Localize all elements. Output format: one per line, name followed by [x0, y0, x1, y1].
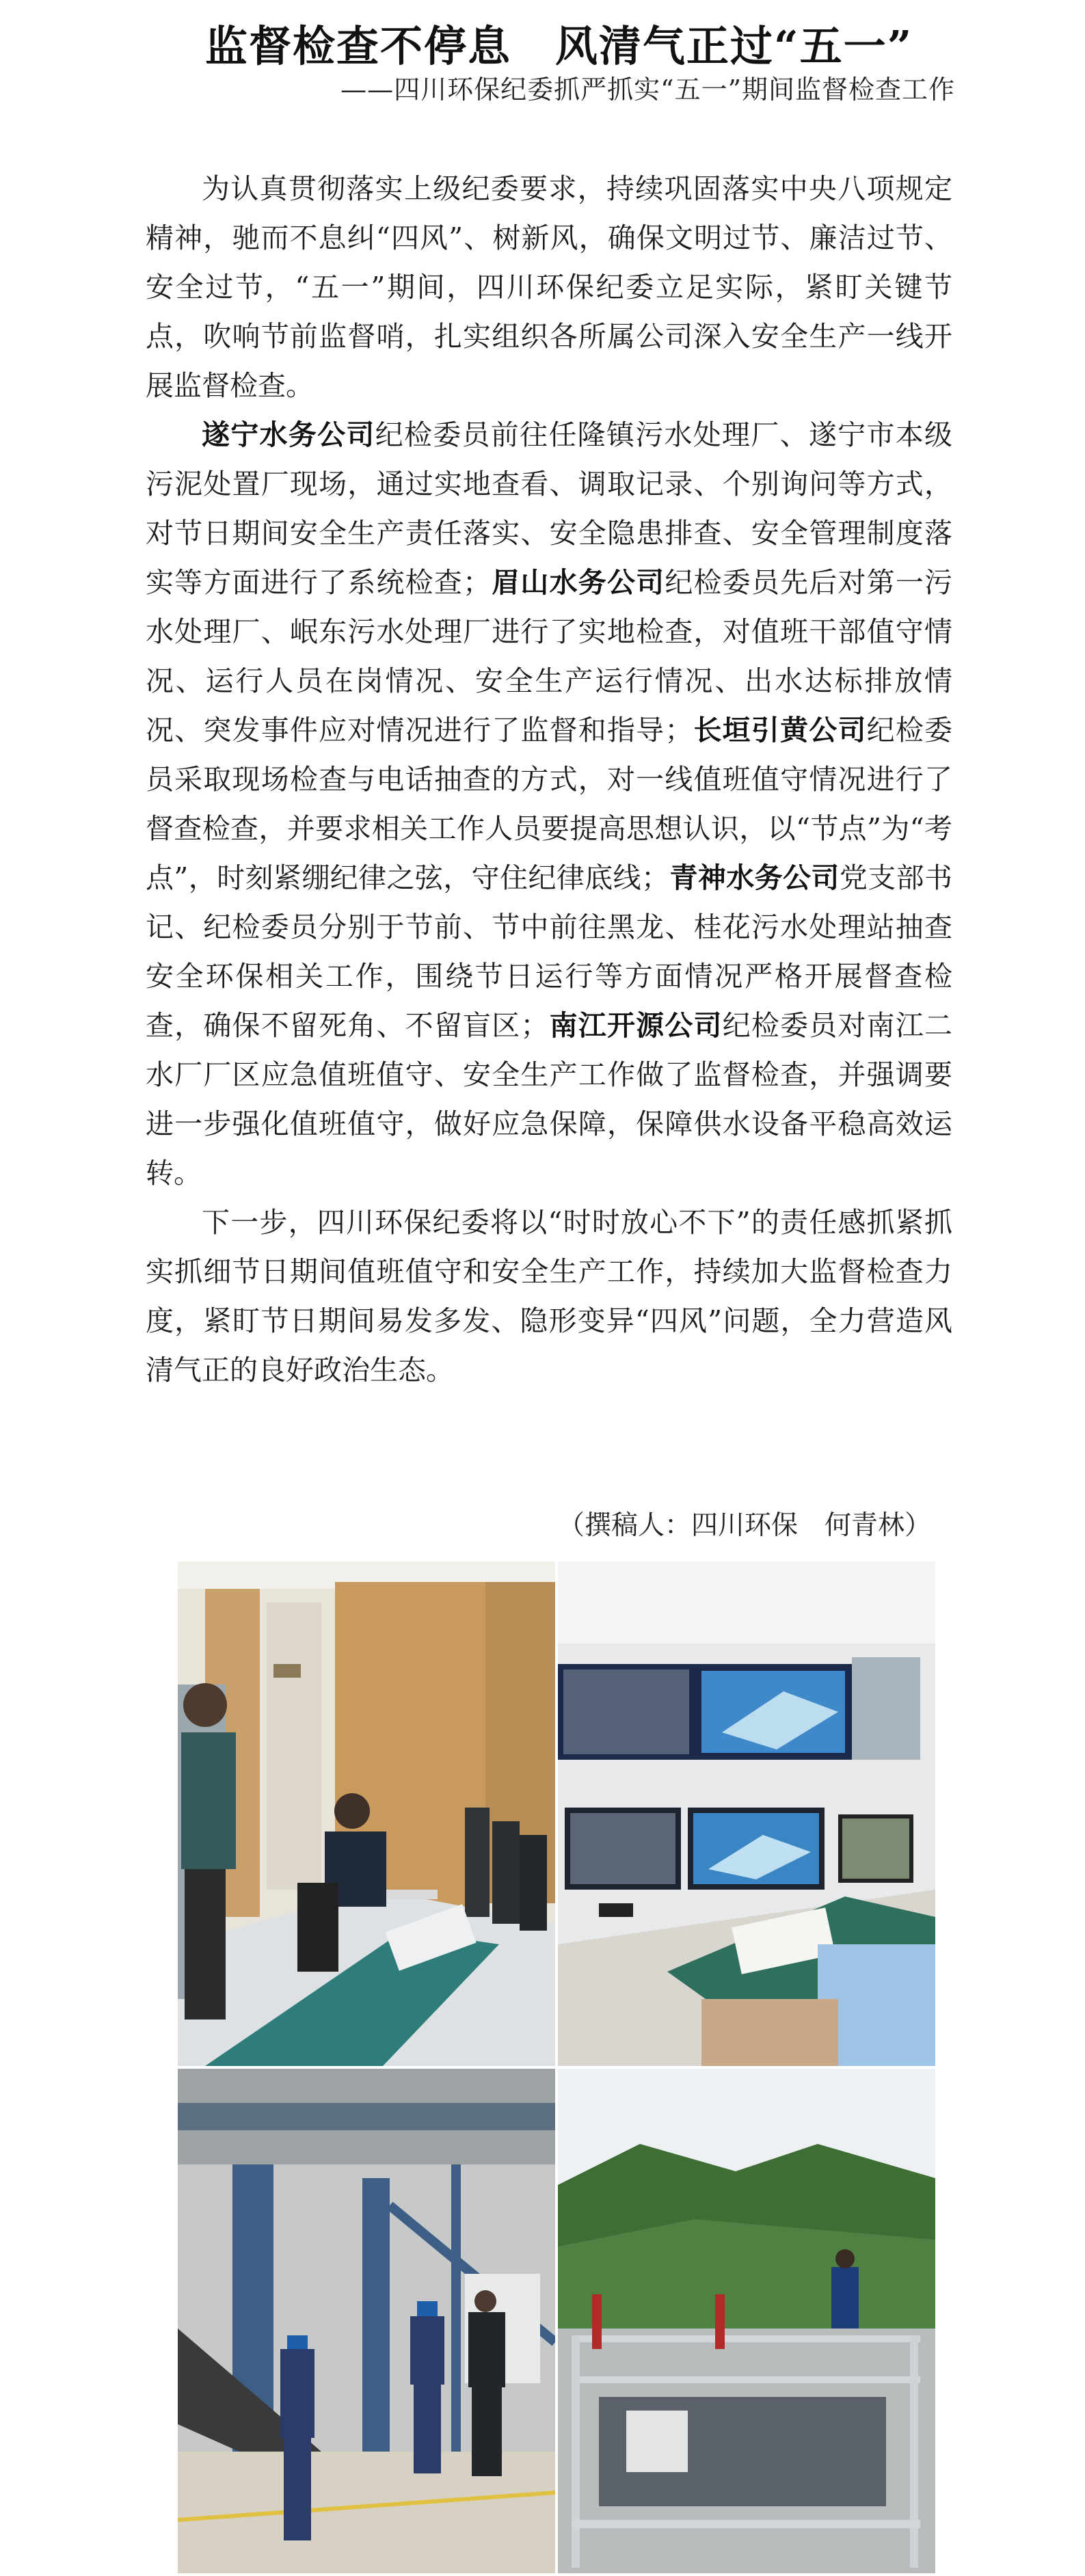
company-text: 纪检委员采取现场检查与电话抽查的方式，对一线值班值守情况进行了督查检查，并要求相关工作人员要提高思想认识，以“节点”为“考点”，时刻紧绷纪律之弦，守住纪律底线； [146, 714, 953, 894]
paragraph-companies [146, 410, 952, 1198]
company-name: 青神水务公司 [669, 861, 840, 894]
company-text: 纪检委员先后对第一污水处理厂、岷东污水处理厂进行了实地检查，对值班干部值守情况、运行人员在岗情况、安全生产运行情况、出水达标排放情况、突发事件应对情况进行了监督和指导； [146, 566, 953, 747]
company-text: 纪检委员前往任隆镇污水处理厂、遂宁市本级污泥处置厂现场，通过实地查看、调取记录、个别询问等方式，对节日期间安全生产责任落实、安全隐患排查、安全管理制度落实等方面进行了系统检查； [146, 418, 953, 599]
article-body [146, 164, 952, 1395]
plant-facility-photo [178, 2069, 555, 2573]
paragraph-intro: 为认真贯彻落实上级纪委要求，持续巩固落实中央八项规定精神，驰而不息纠“四风”、树新风，确保文明过节、廉洁过节、安全过节，“五一”期间，四川环保纪委立足实际，紧盯关键节点，吹响节前监督哨，扎实组织各所属公司深入安全生产一线开展监督检查。 [146, 172, 952, 402]
photo-grid [178, 1561, 935, 2576]
article-title: 监督检查不停息 风清气正过“五一” [205, 21, 913, 71]
company-name: 遂宁水务公司 [202, 418, 375, 451]
control-room-photo [558, 1561, 935, 2066]
paragraph-next-step: 下一步，四川环保纪委将以“时时放心不下”的责任感抓紧抓实抓细节日期间值班值守和安全生产工作，持续加大监督检查力度，紧盯节日期间易发多发、隐形变异“四风”问题，全力营造风清气正的良好政治生态。 [146, 1206, 952, 1386]
company-name: 长垣引黄公司 [693, 714, 867, 747]
article-subtitle: ——四川环保纪委抓严抓实“五一”期间监督检查工作 [340, 75, 955, 105]
company-text: 党支部书记、纪检委员分别于节前、节中前往黑龙、桂花污水处理站抽查安全环保相关工作，围绕节日运行等方面情况严格开展督查检查，确保不留死角、不留盲区； [146, 861, 953, 1042]
office-inspection-photo [178, 1561, 555, 2066]
author-credit: （撰稿人：四川环保 何青林） [557, 1510, 931, 1541]
company-text: 纪检委员对南江二水厂厂区应急值班值守、安全生产工作做了监督检查，并强调要进一步强化值班值守，做好应急保障，保障供水设备平稳高效运转。 [146, 1009, 952, 1190]
outdoor-treatment-photo [558, 2069, 935, 2573]
company-name: 眉山水务公司 [491, 566, 665, 599]
company-name: 南江开源公司 [548, 1009, 723, 1042]
